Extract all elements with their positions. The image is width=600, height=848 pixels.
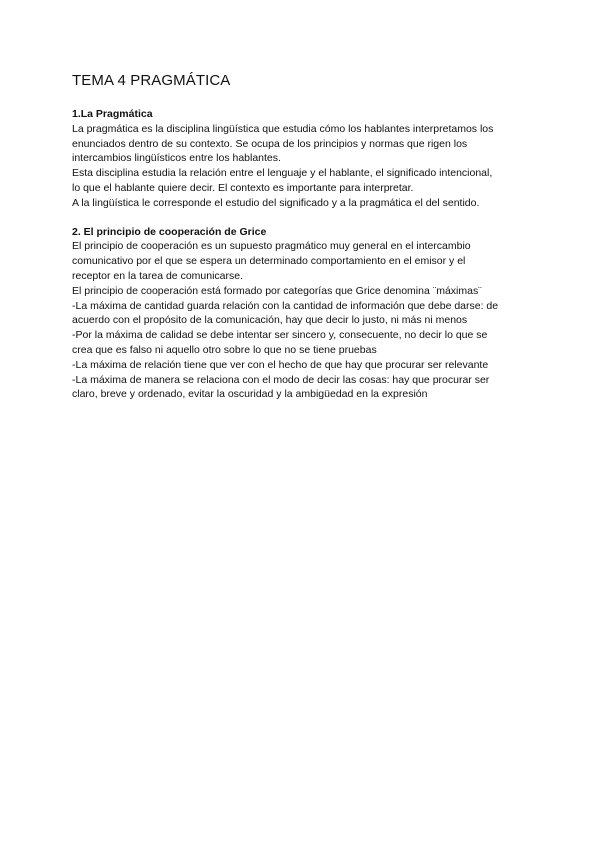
paragraph-line: receptor en la tarea de comunicarse. bbox=[72, 269, 244, 282]
document-page bbox=[72, 72, 532, 416]
paragraph-line: claro, breve y ordenado, evitar la oscuridad y la ambigüedad en la expresión bbox=[72, 388, 428, 401]
section-pragmatica bbox=[72, 107, 532, 211]
document-title: TEMA 4 PRAGMÁTICA bbox=[72, 72, 231, 89]
paragraph-line: enunciados dentro de su contexto. Se ocupa de los principios y normas que rigen los bbox=[72, 137, 468, 150]
paragraph-line: -La máxima de manera se relaciona con el modo de decir las cosas: hay que procurar ser bbox=[72, 373, 490, 386]
paragraph-line: comunicativo por el que se espera un determinado comportamiento en el emisor y el bbox=[72, 255, 466, 268]
paragraph-line: El principio de cooperación es un supuesto pragmático muy general en el intercambio bbox=[72, 240, 471, 253]
paragraph-line: crea que es falso ni aquello otro sobre lo que no se tiene pruebas bbox=[72, 343, 377, 356]
paragraph-line: El principio de cooperación está formado por categorías que Grice denomina ¨máximas¨ bbox=[72, 284, 482, 297]
paragraph-line: -La máxima de cantidad guarda relación con la cantidad de información que debe darse: de bbox=[72, 299, 499, 312]
paragraph-line: intercambios lingüísticos entre los hablantes. bbox=[72, 152, 281, 165]
paragraph-line: Esta disciplina estudia la relación entre el lenguaje y el hablante, el significado intencional, bbox=[72, 167, 493, 180]
paragraph-line: A la lingüística le corresponde el estudio del significado y a la pragmática el del sentido. bbox=[72, 196, 480, 209]
section-cooperacion-grice bbox=[72, 225, 532, 403]
paragraph-line: acuerdo con el propósito de la comunicación, hay que decir lo justo, ni más ni menos bbox=[72, 314, 468, 327]
section-heading: 2. El principio de cooperación de Grice bbox=[72, 225, 267, 238]
paragraph-line: La pragmática es la disciplina lingüística que estudia cómo los hablantes interpretamos los bbox=[72, 122, 494, 135]
section-heading: 1.La Pragmática bbox=[72, 108, 153, 120]
paragraph-line: lo que el hablante quiere decir. El contexto es importante para interpretar. bbox=[72, 181, 414, 194]
paragraph-line: -La máxima de relación tiene que ver con el hecho de que hay que procurar ser relevante bbox=[72, 358, 489, 371]
paragraph-line: -Por la máxima de calidad se debe intentar ser sincero y, consecuente, no decir lo que se bbox=[72, 329, 488, 342]
